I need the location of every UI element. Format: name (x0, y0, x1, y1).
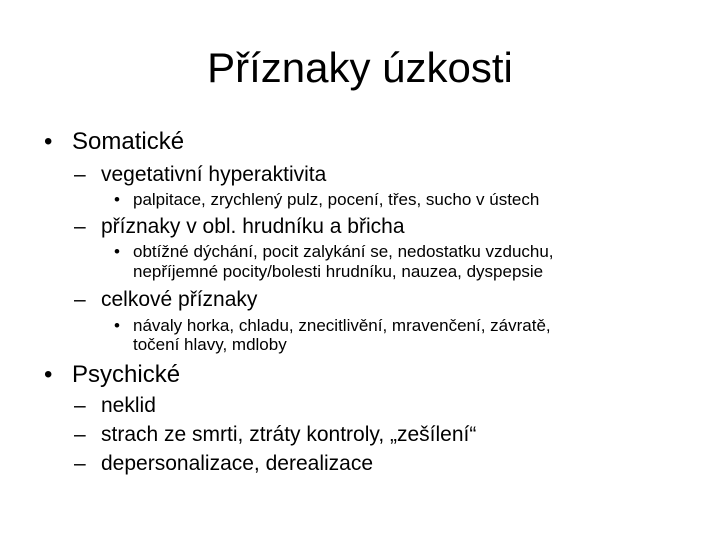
subitem-vegetative-hyperactivity: vegetativní hyperaktivita (101, 163, 327, 186)
section-heading-somatic: Somatické (72, 128, 185, 155)
bullet-icon: • (44, 128, 53, 155)
dash-icon: – (74, 163, 86, 186)
section-heading-psychic: Psychické (72, 361, 181, 388)
dash-icon: – (74, 452, 86, 475)
subitem-restlessness: neklid (101, 394, 156, 417)
detail-line: točení hlavy, mdloby (133, 335, 287, 354)
subitem-chest-abdomen-symptoms: příznaky v obl. hrudníku a břicha (101, 215, 405, 238)
subitem-fear-of-death: strach ze smrti, ztráty kontroly, „zešílení“ (101, 423, 477, 446)
dash-icon: – (74, 215, 86, 238)
detail-line: palpitace, zrychlený pulz, pocení, třes, sucho v ústech (133, 190, 540, 209)
bullet-icon: • (114, 242, 120, 261)
subitem-general-symptoms: celkové příznaky (101, 288, 258, 311)
bullet-icon: • (114, 190, 120, 209)
bullet-icon: • (44, 361, 53, 388)
detail-line: nepříjemné pocity/bolesti hrudníku, nauzea, dyspepsie (133, 262, 544, 281)
detail-line: návaly horka, chladu, znecitlivění, mravenčení, závratě, (133, 316, 551, 335)
bullet-icon: • (114, 316, 120, 335)
subitem-depersonalization: depersonalizace, derealizace (101, 452, 374, 475)
dash-icon: – (74, 394, 86, 417)
slide-title: Příznaky úzkosti (207, 44, 513, 91)
dash-icon: – (74, 288, 86, 311)
detail-line: obtížné dýchání, pocit zalykání se, nedostatku vzduchu, (133, 242, 554, 261)
dash-icon: – (74, 423, 86, 446)
